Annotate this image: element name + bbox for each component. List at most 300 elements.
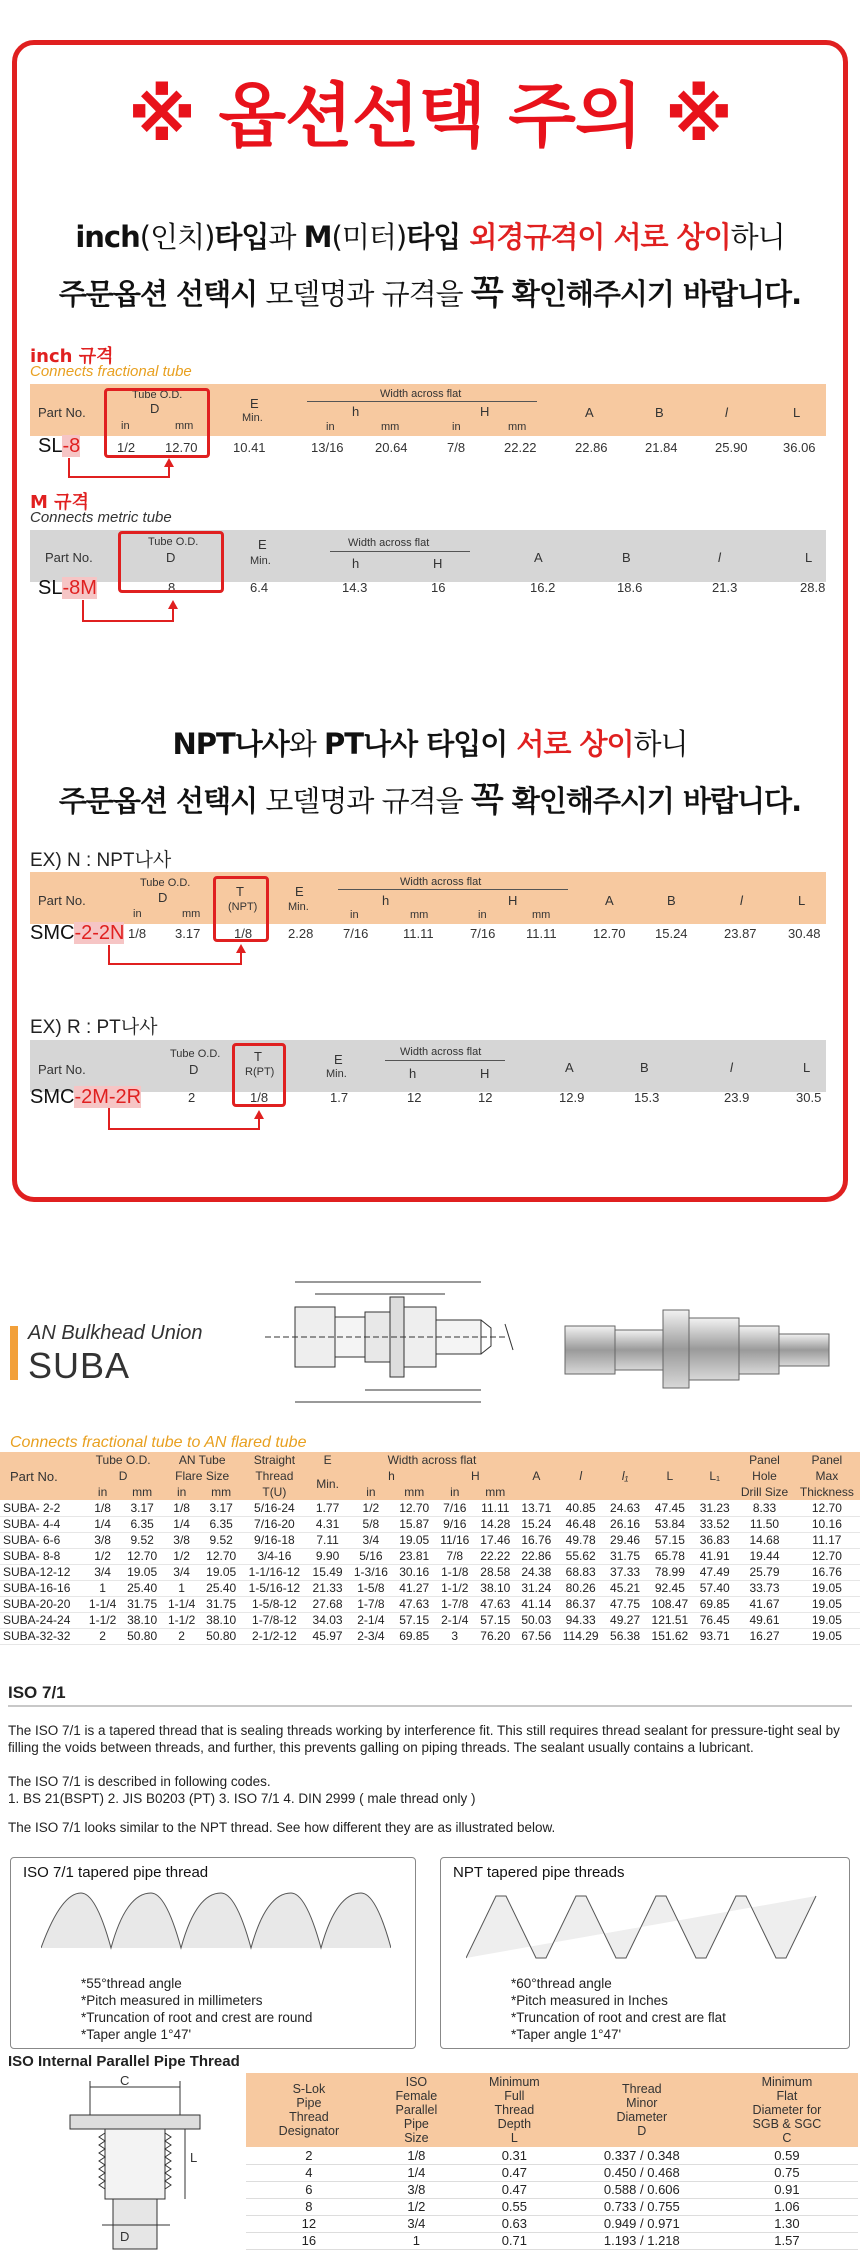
val: 12 (478, 1090, 493, 1105)
val: 12.70 (593, 926, 626, 941)
title-accent-bar (10, 1326, 18, 1380)
box-line: *60°thread angle (511, 1976, 612, 1991)
table-cell: 28.58 (475, 1564, 516, 1580)
table-cell: 3.17 (122, 1500, 163, 1516)
table-cell: 9.52 (201, 1532, 242, 1548)
table-cell: 0.47 (461, 2181, 568, 2198)
table-cell: 7.11 (307, 1532, 348, 1548)
table-cell: 16.76 (516, 1532, 557, 1548)
table-row (0, 1532, 860, 1548)
hdr-mm3: mm (532, 909, 551, 921)
table-cell: 15.49 (307, 1564, 348, 1580)
table-cell: 31.75 (122, 1596, 163, 1612)
table-header (716, 2073, 858, 2147)
table-cell: 40.85 (557, 1500, 605, 1516)
table-cell: 94.33 (557, 1612, 605, 1628)
box-line: *Pitch measured in millimeters (81, 1993, 263, 2008)
th-H: H (435, 1468, 516, 1484)
table-cell: 1-7/8-12 (242, 1612, 307, 1628)
hdr-d: D (166, 550, 176, 565)
suba-product-photo (555, 1288, 840, 1406)
hdr-H: H (480, 1066, 490, 1081)
table-cell: 49.78 (557, 1532, 605, 1548)
table-cell: 29.46 (605, 1532, 646, 1548)
header-line: Full (504, 2089, 525, 2103)
table-cell: 47.63 (394, 1596, 435, 1612)
table-cell: 30.16 (394, 1564, 435, 1580)
table-cell: SUBA- 8-8 (0, 1548, 84, 1564)
table-cell: 19.05 (794, 1612, 860, 1628)
th-waf: Width across flat (348, 1452, 516, 1468)
table-cell: SUBA-20-20 (0, 1596, 84, 1612)
table-cell: 13.71 (516, 1500, 557, 1516)
table-cell: 114.29 (557, 1628, 605, 1644)
table-cell: 33.73 (735, 1580, 794, 1596)
connector (68, 476, 170, 478)
header-line: Thread (622, 2082, 662, 2096)
table-cell: 69.85 (394, 1628, 435, 1644)
hdr-min: Min. (326, 1068, 347, 1080)
val: 6.4 (250, 580, 269, 595)
table-cell: 76.45 (694, 1612, 735, 1628)
hdr-part: Part No. (38, 893, 86, 908)
table-cell: 15.87 (394, 1516, 435, 1532)
th-L: L (646, 1452, 695, 1500)
val: 10.41 (233, 440, 266, 455)
table-cell: 93.71 (694, 1628, 735, 1644)
table-cell: 1-1/4 (84, 1596, 122, 1612)
table-cell: 25.40 (201, 1580, 242, 1596)
table-cell: 49.27 (605, 1612, 646, 1628)
table-cell: 11.17 (794, 1532, 860, 1548)
val: 13/16 (311, 440, 344, 455)
box-line: *Truncation of root and crest are round (81, 2010, 313, 2025)
header-line: Size (404, 2131, 429, 2145)
hdr-d: D (189, 1062, 199, 1077)
table-cell: 0.337 / 0.348 (568, 2147, 716, 2164)
table-cell: 3/8 (163, 1532, 201, 1548)
hdr-in3: in (478, 909, 487, 921)
th-tu: T(U) (242, 1484, 307, 1500)
table-cell: 0.588 / 0.606 (568, 2181, 716, 2198)
header-line: Depth (497, 2117, 532, 2131)
hdr-in: in (133, 908, 142, 920)
hdr-d: D (150, 401, 160, 416)
hdr-l: l (725, 405, 728, 420)
table-cell: 19.05 (794, 1628, 860, 1644)
th-mm: mm (475, 1484, 516, 1500)
table-cell: 3/8 (372, 2181, 461, 2198)
table-row (0, 1516, 860, 1532)
table-cell: 31.75 (201, 1596, 242, 1612)
table-cell: SUBA-16-16 (0, 1580, 84, 1596)
inch-sub: Connects fractional tube (30, 363, 192, 380)
iso-thread-drawing (41, 1888, 391, 1968)
table-cell: 69.85 (694, 1596, 735, 1612)
table-cell: SUBA- 6-6 (0, 1532, 84, 1548)
connector (258, 1118, 260, 1130)
table-cell: 19.05 (394, 1532, 435, 1548)
table-cell: 41.27 (394, 1580, 435, 1596)
table-cell: 6 (246, 2181, 372, 2198)
table-row (0, 1548, 860, 1564)
table-cell: 78.99 (646, 1564, 695, 1580)
metric-highlight-box (118, 531, 224, 593)
table-cell: 1-1/2 (163, 1612, 201, 1628)
val: 8 (168, 580, 176, 595)
table-cell: 0.63 (461, 2215, 568, 2232)
th-flare: Flare Size (163, 1468, 242, 1484)
table-cell: 16 (246, 2232, 372, 2249)
table-cell: 3/4 (163, 1564, 201, 1580)
th-l: l (557, 1452, 605, 1500)
hdr-L: L (803, 1060, 811, 1075)
val: 23.87 (724, 926, 757, 941)
table-row (246, 2198, 858, 2215)
hdr-part: Part No. (38, 1062, 86, 1077)
hdr-mm2: mm (410, 909, 429, 921)
val: 7/8 (447, 440, 466, 455)
th-mm: mm (122, 1484, 163, 1500)
table-cell: 27.68 (307, 1596, 348, 1612)
hdr-a: A (585, 405, 594, 420)
metric-sub: Connects metric tube (30, 509, 172, 526)
table-cell: 19.05 (201, 1564, 242, 1580)
hdr-in3: in (452, 421, 461, 433)
hdr-rule (385, 1060, 505, 1061)
box-line: *Taper angle 1°47' (81, 2027, 192, 2042)
inch-highlight-box (104, 388, 210, 458)
val: 7/16 (343, 926, 369, 941)
hdr-e: E (250, 396, 259, 411)
table-cell: 22.22 (475, 1548, 516, 1564)
divider (8, 1705, 852, 1707)
table-row (0, 1580, 860, 1596)
hdr-t: T (254, 1049, 262, 1064)
table-cell: 1.57 (716, 2232, 858, 2249)
connector (172, 608, 174, 622)
table-cell: 38.10 (122, 1612, 163, 1628)
table-cell: 33.52 (694, 1516, 735, 1532)
table-cell: 2-1/4 (348, 1612, 394, 1628)
hdr-waf: Width across flat (348, 537, 430, 549)
hdr-rule (330, 551, 470, 552)
val: 36.06 (783, 440, 816, 455)
table-cell: 14.68 (735, 1532, 794, 1548)
table-cell: 1/4 (84, 1516, 122, 1532)
hdr-in2: in (326, 421, 335, 433)
table-cell: 31.23 (694, 1500, 735, 1516)
table-cell: 0.47 (461, 2164, 568, 2181)
table-header (568, 2073, 716, 2147)
header-line: Pipe (296, 2096, 322, 2110)
table-cell: 22.86 (516, 1548, 557, 1564)
table-cell: 2-1/2-12 (242, 1628, 307, 1644)
header-line: Female (395, 2089, 438, 2103)
dim-l: L (190, 2150, 198, 2165)
table-cell: 65.78 (646, 1548, 695, 1564)
ipp-table (246, 2073, 858, 2250)
table-cell: 1-1/2 (84, 1612, 122, 1628)
table-row (0, 1500, 860, 1516)
val: 11.11 (526, 926, 557, 941)
header-line: S-Lok (292, 2082, 326, 2096)
header-line: Flat (776, 2089, 798, 2103)
header-line: Parallel (395, 2103, 438, 2117)
table-cell: 1/2 (372, 2198, 461, 2215)
hdr-mm: mm (175, 420, 194, 432)
table-cell: SUBA- 2-2 (0, 1500, 84, 1516)
table-cell: 4 (246, 2164, 372, 2181)
th-panel: Panel (735, 1452, 794, 1468)
ipp-header-row (246, 2073, 858, 2147)
val: 12.9 (559, 1090, 585, 1105)
table-cell: 3/4 (348, 1532, 394, 1548)
val: 22.86 (575, 440, 608, 455)
hdr-rule (338, 889, 568, 890)
hdr-tsub: R(PT) (245, 1066, 275, 1078)
table-cell: 57.40 (694, 1580, 735, 1596)
header-line: Diameter (616, 2110, 668, 2124)
npt-highlight-box (213, 876, 269, 942)
table-row (0, 1596, 860, 1612)
th-thread: Thread (242, 1468, 307, 1484)
arrow-icon (168, 600, 178, 609)
header-line: Pipe (403, 2117, 429, 2131)
table-cell: 19.05 (794, 1596, 860, 1612)
th-mm: mm (394, 1484, 435, 1500)
table-cell: 9.90 (307, 1548, 348, 1564)
val: 18.6 (617, 580, 643, 595)
table-cell: 12.70 (201, 1548, 242, 1564)
hdr-in2: in (350, 909, 359, 921)
table-cell: 1-5/8-12 (242, 1596, 307, 1612)
suba-table (0, 1452, 860, 1645)
hdr-waf: Width across flat (400, 1046, 482, 1058)
connector (108, 1108, 110, 1130)
table-cell: 23.81 (394, 1548, 435, 1564)
npt-thread-drawing (466, 1888, 826, 1968)
val: 30.5 (796, 1090, 822, 1105)
hdr-tube: Tube O.D. (140, 877, 191, 889)
notice-line-4: 주문옵션 선택시 모델명과 규격을 꼭 확인해주시기 바랍니다. (58, 780, 802, 820)
table-row (246, 2181, 858, 2198)
table-cell: 50.80 (201, 1628, 242, 1644)
hdr-H: H (508, 893, 518, 908)
table-cell: 2-1/4 (435, 1612, 475, 1628)
hdr-waf: Width across flat (400, 876, 482, 888)
connector (68, 458, 70, 478)
hdr-b: B (640, 1060, 649, 1075)
hdr-a: A (565, 1060, 574, 1075)
table-cell: 25.40 (122, 1580, 163, 1596)
table-cell: SUBA-24-24 (0, 1612, 84, 1628)
table-cell: 0.59 (716, 2147, 858, 2164)
table-cell: 6.35 (201, 1516, 242, 1532)
val: 2.28 (288, 926, 314, 941)
val: 1/8 (250, 1090, 269, 1105)
suba-title: SUBA (28, 1345, 131, 1386)
table-cell: 41.91 (694, 1548, 735, 1564)
table-cell: 2 (163, 1628, 201, 1644)
val: 25.90 (715, 440, 748, 455)
hdr-e: E (295, 884, 304, 899)
table-cell: 0.91 (716, 2181, 858, 2198)
table-cell: 19.05 (794, 1580, 860, 1596)
table-cell: 1/2 (84, 1548, 122, 1564)
hdr-part: Part No. (45, 550, 93, 565)
notice-line-1: inch(인치)타입과 M(미터)타입 외경규격이 서로 상이하니 (75, 220, 785, 254)
th-min: Min. (307, 1468, 348, 1500)
connector (168, 466, 170, 478)
table-cell: 86.37 (557, 1596, 605, 1612)
table-cell: 16.76 (794, 1564, 860, 1580)
th-in: in (84, 1484, 122, 1500)
table-cell: 50.80 (122, 1628, 163, 1644)
table-cell: 1/8 (372, 2147, 461, 2164)
iso-codes: 1. BS 21(BSPT) 2. JIS B0203 (PT) 3. ISO 7/1 4. DIN 2999 ( male thread only ) (8, 1791, 476, 1806)
table-header (372, 2073, 461, 2147)
hdr-a: A (534, 550, 543, 565)
npt-label: EX) N : NPT나사 (30, 850, 172, 871)
th-hole: Hole (735, 1468, 794, 1484)
val: 21.3 (712, 580, 738, 595)
table-cell: 41.67 (735, 1596, 794, 1612)
table-cell: 47.63 (475, 1596, 516, 1612)
table-cell: 45.21 (605, 1580, 646, 1596)
table-cell: 49.61 (735, 1612, 794, 1628)
val: 12 (407, 1090, 422, 1105)
table-cell: SUBA-12-12 (0, 1564, 84, 1580)
npt-part-number: SMC-2-2N (30, 922, 125, 944)
header-line: L (510, 2131, 518, 2145)
table-cell: 46.48 (557, 1516, 605, 1532)
header-line: Minimum (489, 2075, 540, 2089)
header-line: ISO (405, 2075, 428, 2089)
table-cell: 0.75 (716, 2164, 858, 2181)
table-cell: 0.55 (461, 2198, 568, 2215)
arrow-icon (164, 458, 174, 467)
table-cell: 92.45 (646, 1580, 695, 1596)
table-cell: 1-3/16 (348, 1564, 394, 1580)
hdr-L: L (793, 405, 801, 420)
hdr-h: h (382, 893, 390, 908)
hdr-b: B (667, 893, 676, 908)
table-cell: 3/8 (84, 1532, 122, 1548)
table-cell: 34.03 (307, 1612, 348, 1628)
header-line: Thread (494, 2103, 535, 2117)
table-cell: 9/16-18 (242, 1532, 307, 1548)
table-cell: 121.51 (646, 1612, 695, 1628)
hdr-min: Min. (250, 555, 271, 567)
iso-paragraph-2: The ISO 7/1 is described in following codes. (8, 1774, 271, 1789)
th-part: Part No. (0, 1452, 84, 1500)
notice-line-2: 주문옵션 선택시 모델명과 규격을 꼭 확인해주시기 바랍니다. (58, 273, 802, 313)
metric-part-number: SL-8M (38, 577, 97, 599)
hdr-H: H (480, 404, 490, 419)
hdr-b: B (622, 550, 631, 565)
connector (108, 945, 110, 965)
val: 11.11 (403, 926, 434, 941)
val: 20.64 (375, 440, 408, 455)
notice-line-3: NPT나사와 PT나사 타입이 서로 상이하니 (172, 727, 688, 761)
val: 12.70 (165, 440, 198, 455)
header-line: Designator (278, 2124, 340, 2138)
th-in: in (163, 1484, 201, 1500)
table-cell: 5/8 (348, 1516, 394, 1532)
th-thick: Thickness (794, 1484, 860, 1500)
table-cell: 8.33 (735, 1500, 794, 1516)
connector (82, 600, 84, 622)
table-cell: SUBA-32-32 (0, 1628, 84, 1644)
table-cell: 1/8 (163, 1500, 201, 1516)
table-cell: 10.16 (794, 1516, 860, 1532)
table-cell: 0.31 (461, 2147, 568, 2164)
hdr-l: l (730, 1060, 733, 1075)
table-cell: 1-1/2 (435, 1580, 475, 1596)
box-title: NPT tapered pipe threads (453, 1864, 625, 1881)
table-cell: 50.03 (516, 1612, 557, 1628)
table-cell: 76.20 (475, 1628, 516, 1644)
suba-caption: Connects fractional tube to AN flared tube (10, 1434, 307, 1451)
table-row (0, 1564, 860, 1580)
suba-table-body (0, 1500, 860, 1644)
table-cell: 3.17 (201, 1500, 242, 1516)
connector (82, 620, 174, 622)
table-cell: 31.75 (605, 1548, 646, 1564)
table-cell: 38.10 (475, 1580, 516, 1596)
pt-label: EX) R : PT나사 (30, 1017, 158, 1038)
table-cell: 3/4 (372, 2215, 461, 2232)
val: 21.84 (645, 440, 678, 455)
table-cell: 11.50 (735, 1516, 794, 1532)
hdr-e: E (334, 1052, 343, 1067)
table-cell: 1-5/8 (348, 1580, 394, 1596)
table-cell: 3 (435, 1628, 475, 1644)
ipp-table-body (246, 2147, 858, 2249)
hdr-t: T (236, 884, 244, 899)
hdr-l: l (718, 550, 721, 565)
table-cell: 6.35 (122, 1516, 163, 1532)
table-cell: 1 (372, 2232, 461, 2249)
val: 14.3 (342, 580, 368, 595)
table-cell: 68.83 (557, 1564, 605, 1580)
iso-paragraph-1: The ISO 7/1 is a tapered thread that is sealing threads working by interference fit. This still requires thread sealant for pressure-tight seal by filling the voids between threads, and further, this prevents galling on piping threads. The sealant usually contains a lubricant. (8, 1723, 840, 1755)
table-cell: 7/8 (435, 1548, 475, 1564)
table-cell: 1-1/4 (163, 1596, 201, 1612)
table-cell: 37.33 (605, 1564, 646, 1580)
table-cell: 0.450 / 0.468 (568, 2164, 716, 2181)
th-an: AN Tube (163, 1452, 242, 1468)
val: 1/8 (128, 926, 147, 941)
table-cell: 57.15 (646, 1532, 695, 1548)
table-cell: 1-7/8 (435, 1596, 475, 1612)
th-drill: Drill Size (735, 1484, 794, 1500)
th-a: A (516, 1452, 557, 1500)
table-cell: 9/16 (435, 1516, 475, 1532)
table-cell: 16.27 (735, 1628, 794, 1644)
hdr-e: E (258, 537, 267, 552)
iso-title: ISO 7/1 (8, 1683, 66, 1702)
val: 2 (188, 1090, 196, 1105)
table-cell: 36.83 (694, 1532, 735, 1548)
table-row (246, 2147, 858, 2164)
table-cell: 1.193 / 1.218 (568, 2232, 716, 2249)
header-line: Minor (626, 2096, 658, 2110)
connector (108, 1128, 260, 1130)
table-cell: 31.24 (516, 1580, 557, 1596)
suba-subtitle: AN Bulkhead Union (28, 1322, 203, 1344)
